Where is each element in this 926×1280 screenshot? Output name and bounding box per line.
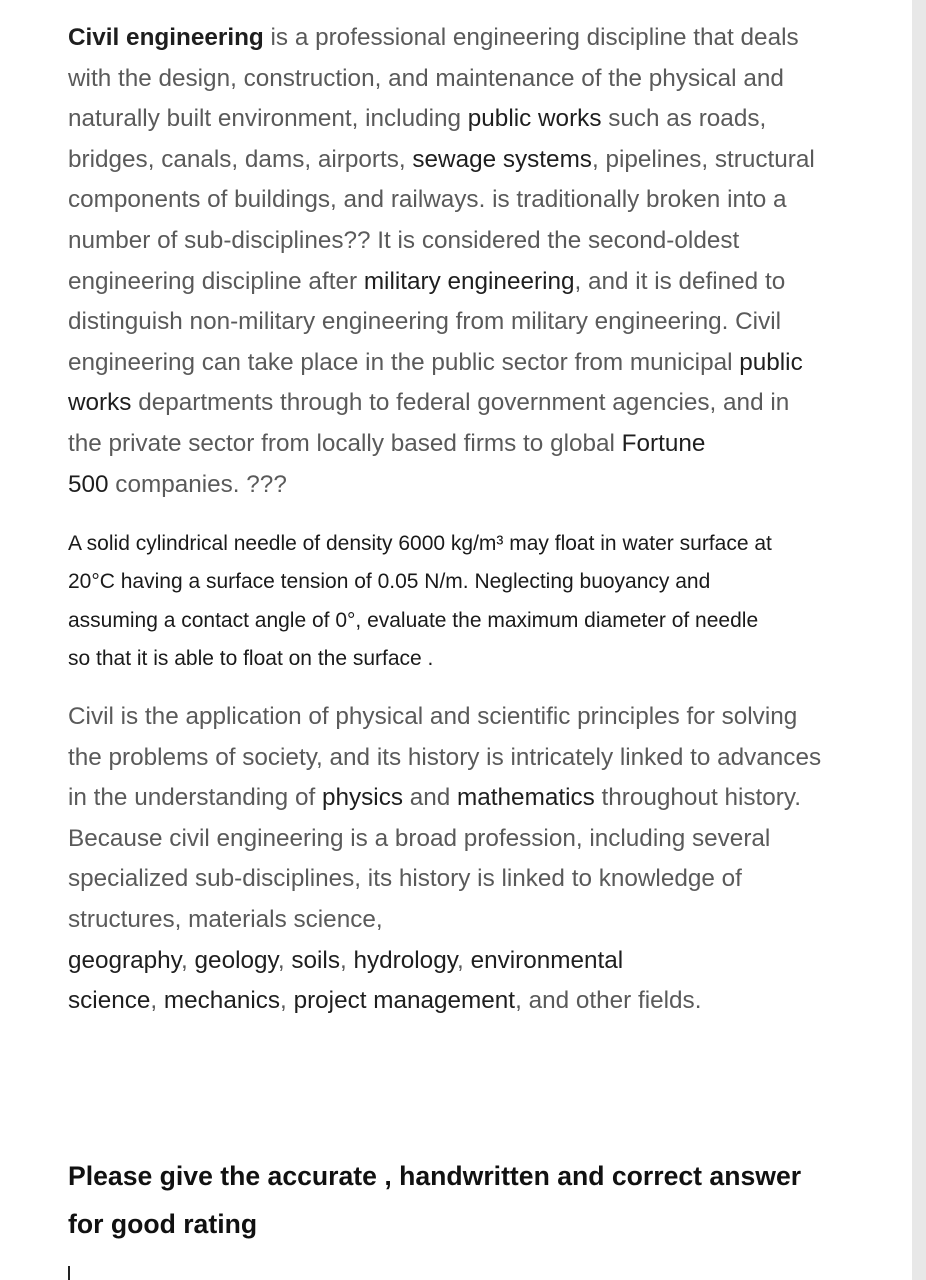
text-span: bridges, canals, dams, airports, — [68, 145, 413, 173]
text-span: specialized sub-disciplines, its history is linked to knowledge of — [68, 865, 742, 893]
text-span: in the understanding of — [68, 784, 322, 812]
text-span: , — [277, 946, 292, 974]
text-span: Civil is the application of physical and scientific principles for solving — [68, 703, 798, 730]
link-mathematics[interactable]: mathematics — [457, 784, 595, 812]
text-span: , — [150, 987, 164, 1015]
text-span: distinguish non-military engineering from military engineering. Civil — [68, 308, 782, 336]
text-span: so that it is able to float on the surface . — [68, 646, 434, 670]
text-span: , — [181, 946, 195, 974]
text-span: , — [339, 946, 354, 974]
link-hydrology[interactable]: hydrology — [353, 946, 458, 974]
link-fortune-500a[interactable]: Fortune — [621, 429, 706, 457]
text-span: , — [280, 987, 294, 1015]
civil-history-paragraph — [68, 697, 868, 1022]
text-span: number of sub-disciplines?? It is considered the second-oldest — [68, 226, 740, 254]
text-span: 20°C having a surface tension of 0.05 N/m. Neglecting buoyancy and — [68, 570, 711, 594]
text-span: , and other fields. — [515, 987, 702, 1015]
link-public-works[interactable]: public works — [467, 105, 602, 133]
text-span: A solid cylindrical needle of density 6000 kg/m³ may float in water surface at — [68, 532, 772, 555]
vertical-scrollbar[interactable] — [912, 0, 926, 1280]
text-span: assuming a contact angle of 0°, evaluate the maximum diameter of needle — [68, 608, 759, 632]
link-soils[interactable]: soils — [291, 946, 340, 974]
answer-request-heading — [68, 1152, 868, 1248]
link-geology[interactable]: geology — [194, 946, 278, 974]
text-span: the problems of society, and its history is intricately linked to advances — [68, 743, 822, 771]
text-span: the private sector from locally based firms to global — [68, 429, 622, 457]
text-span: , pipelines, structural — [591, 145, 815, 173]
link-geography[interactable]: geography — [68, 946, 182, 974]
link-public-works-2b[interactable]: works — [68, 389, 132, 417]
link-mechanics[interactable]: mechanics — [163, 987, 281, 1015]
link-environmental[interactable]: environmental — [470, 946, 624, 974]
text-span: naturally built environment, including — [68, 105, 468, 133]
text-cursor — [68, 1266, 70, 1280]
link-military-engineering[interactable]: military engineering — [363, 267, 575, 295]
text-span: components of buildings, and railways. is traditionally broken into a — [68, 186, 787, 214]
text-span: and — [403, 784, 458, 812]
link-science[interactable]: science — [68, 987, 151, 1015]
link-fortune-500b[interactable]: 500 — [68, 470, 109, 498]
text-span: for good rating — [68, 1209, 258, 1239]
link-project-management[interactable]: project management — [293, 987, 516, 1015]
text-span: , — [457, 946, 471, 974]
link-physics[interactable]: physics — [321, 784, 403, 812]
text-span: throughout history. — [594, 784, 801, 812]
text-span: with the design, construction, and maintenance of the physical and — [68, 64, 784, 92]
needle-question — [68, 525, 868, 678]
text-span: Please give the accurate , handwritten and correct answer — [68, 1161, 802, 1191]
text-span: engineering discipline after — [68, 267, 364, 295]
civil-engineering-paragraph — [68, 18, 868, 505]
text-span: structures, materials science, — [68, 905, 383, 933]
text-span: engineering can take place in the public sector from municipal — [68, 348, 740, 376]
link-public-works-2a[interactable]: public — [739, 348, 803, 376]
text-span: departments through to federal government agencies, and in — [131, 389, 790, 417]
text-span: companies. ??? — [108, 470, 287, 498]
link-sewage-systems[interactable]: sewage systems — [412, 145, 592, 173]
term-civil-engineering: Civil engineering — [68, 24, 264, 51]
text-span: , and it is defined to — [574, 267, 786, 295]
text-span: Because civil engineering is a broad profession, including several — [68, 824, 771, 852]
text-span: such as roads, — [601, 105, 767, 133]
text-span: is a professional engineering discipline that deals — [263, 24, 799, 51]
